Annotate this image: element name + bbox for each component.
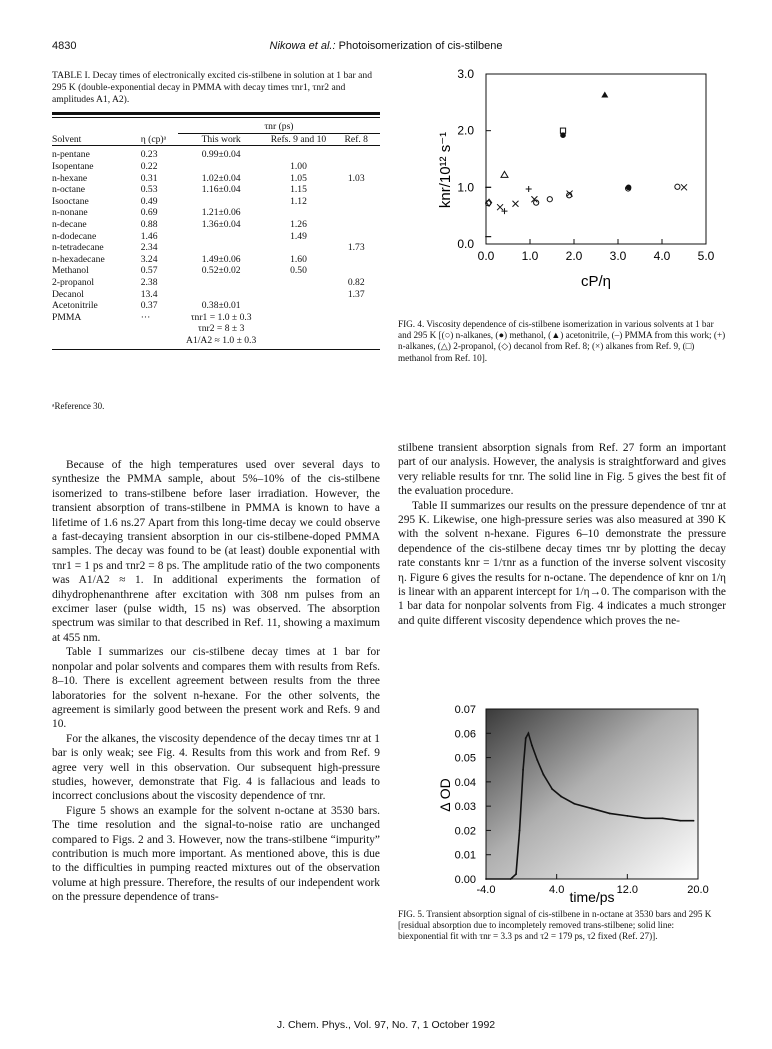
- table-cell: 0.31: [140, 172, 158, 184]
- table-cell: 1.15: [290, 184, 307, 196]
- fig4-ytick-label: 3.0: [457, 67, 474, 81]
- fig5-signal-point: [519, 830, 521, 832]
- table-col-header: Solvent: [52, 133, 82, 145]
- running-title: [0, 40, 772, 52]
- fig5-ytick-label: 0.01: [454, 849, 476, 862]
- fig4-ytick-label: 0.0: [457, 237, 474, 251]
- table-row: [52, 312, 380, 324]
- table-footnote: ᵃReference 30.: [52, 401, 105, 411]
- table-cell: 1.21±0.06: [201, 207, 241, 219]
- running-title-text: Photoisomerization of cis-stilbene: [338, 40, 503, 52]
- table-cell: [52, 323, 141, 335]
- table-cell: [333, 219, 380, 231]
- fig5-signal-point: [525, 737, 527, 739]
- table-cell: 13.4: [140, 288, 158, 300]
- table-cell: n-octane: [52, 184, 86, 196]
- table-cell: Isopentane: [52, 161, 94, 173]
- paragraph: stilbene transient absorption signals from Ref. 27 form an important part of our analysis. However, the analysis is straightforward and gives very reliable results for τnr. The solid line in Fig. 5 gives the best fit of the evaluation procedure.: [398, 442, 726, 498]
- table-cell: n-pentane: [52, 149, 90, 161]
- table-row: [52, 207, 380, 219]
- fig5-signal-point: [662, 817, 664, 819]
- table-cell: A1/A2 ≈ 1.0 ± 0.3: [186, 334, 257, 346]
- table-row: [52, 323, 380, 335]
- table-1: [52, 112, 380, 350]
- table-cell: [333, 161, 380, 173]
- table-cell: τnr2 = 8 ± 3: [197, 323, 245, 335]
- fig4-point-filled-circle: [626, 185, 632, 191]
- table-cell: 2-propanol: [52, 277, 95, 289]
- table-cell: [178, 277, 265, 289]
- paragraph: Table II summarizes our results on the pressure dependence of τnr at 295 K. Likewise, one high-pressure series was also measured at 390 K with the solvent n-hexane. Figures 6–10 demonstrate the pressure dependence of the cis-stilbene decay times τnr by plotting the decay rate constants knr = 1/τnr as a function of the inverse solvent viscosity η. Figure 6 gives the results for n-octane. The dependence of knr on 1/η is linear with an apparent intercept for 1/η→0. The comparison with the 1 bar data for nonpolar solvents from Fig. 4 indicates a much stronger and quite different viscosity dependence which proves the ne-: [398, 499, 726, 627]
- table-cell: [178, 161, 265, 173]
- fig5-xlabel: time/ps: [569, 889, 615, 905]
- fig4-point-open-triangle: [501, 171, 508, 177]
- table-cell: [333, 196, 380, 208]
- fig4-ytick-label: 2.0: [457, 123, 474, 138]
- fig4-xtick-label: 0.0: [477, 249, 495, 263]
- table-cell: 1.12: [290, 195, 307, 207]
- fig4-point-open-circle: [675, 184, 680, 189]
- table-cell: n-tetradecane: [52, 242, 104, 254]
- table-cell: n-hexadecane: [52, 253, 105, 265]
- table-row: [52, 196, 380, 208]
- table-cell: [264, 277, 332, 289]
- table-cell: 0.50: [290, 265, 307, 277]
- fig5-signal-point: [560, 796, 562, 798]
- table-row: [52, 146, 380, 161]
- table-cell: 2.34: [140, 242, 158, 254]
- table-col-header: This work: [201, 133, 241, 145]
- fig4-xtick-label: 3.0: [609, 249, 627, 263]
- fig5-signal-point: [510, 878, 512, 880]
- table-row: [52, 288, 380, 300]
- table-cell: [264, 288, 332, 300]
- paragraph: For the alkanes, the viscosity dependence of the decay times τnr at 1 bar is only weak; see Fig. 4. Results from this work and from Ref. 9 agree very well in this observation. Our subsequent high-pressure studies, however, demonstrate that Fig. 4 is fallacious and leads to incorrect conclusions about the viscosity dependence of τnr.: [52, 732, 380, 803]
- table-cell: [264, 207, 332, 219]
- table-cell: τnr1 = 1.0 ± 0.3: [190, 311, 252, 323]
- table-cell: 0.23: [140, 149, 158, 161]
- fig5-ytick-label: 0.03: [454, 801, 476, 814]
- table-cell: [333, 254, 380, 266]
- fig4-ylabel: knr/10¹² s⁻¹: [437, 131, 454, 209]
- table-row: [52, 265, 380, 277]
- fig4-xtick-label: 2.0: [565, 249, 583, 263]
- table-cell: [178, 242, 265, 254]
- fig4-point-cross: [497, 204, 503, 210]
- fig5-signal-point: [522, 769, 524, 771]
- table-cell: [333, 184, 380, 196]
- table-cell: [264, 242, 332, 254]
- table-cell: 0.57: [140, 265, 158, 277]
- fig4-point-cross: [512, 201, 518, 207]
- table-cell: [141, 335, 178, 347]
- paragraph: Figure 5 shows an example for the solvent n-octane at 3530 bars. The time resolution and the signal-to-noise ratio are unchanged compared to Figs. 2 and 3. However, now the trans-stilbene “impurity” contribution is much more important. As mentioned above, this is due to the difficulties in pumping reacted mixtures out of the observation volume at high pressure. Therefore, the results of our independent work on the pressure dependence of trans-: [52, 804, 380, 904]
- table-cell: [333, 146, 380, 161]
- table-cell: [264, 312, 332, 324]
- table-cell: 0.82: [347, 277, 365, 289]
- fig5-xtick-label: -4.0: [476, 884, 496, 896]
- running-title-authors: Nikowa et al.:: [269, 40, 336, 52]
- table-cell: 1.37: [347, 288, 365, 300]
- fig5-ytick-label: 0.04: [454, 776, 476, 789]
- fig4-point-filled-triangle: [601, 91, 608, 97]
- table-row: [52, 161, 380, 173]
- fig4-xtick-label: 5.0: [697, 249, 715, 263]
- fig4-plot-frame: [486, 74, 706, 244]
- fig4-point-open-circle: [547, 197, 552, 202]
- fig4-xtick-label: 4.0: [653, 249, 671, 263]
- table-cell: [333, 323, 380, 335]
- fig5-xtick-label: 12.0: [616, 884, 639, 896]
- table-cell: 1.05: [290, 172, 307, 184]
- table-cell: 1.00: [290, 161, 307, 173]
- fig4-xtick-label: 1.0: [521, 249, 539, 263]
- fig4-point-cross: [681, 184, 687, 190]
- table-row: [52, 230, 380, 242]
- table-caption: TABLE I. Decay times of electronically excited cis-stilbene in solution at 1 bar and 295 K (double-exponential decay in PMMA with decay times τnr1, τnr2 and amplitudes A1, A2).: [52, 70, 372, 105]
- table-cell: 0.53: [140, 184, 158, 196]
- fig4-ytick-label: 1.0: [457, 180, 474, 195]
- table-cell: [264, 335, 332, 347]
- table-cell: [178, 230, 265, 242]
- table-cell: 1.49±0.06: [201, 253, 241, 265]
- figure-5-caption: FIG. 5. Transient absorption signal of cis-stilbene in n-octane at 3530 bars and 295 K [residual absorption due to incompletely removed trans-stilbene; solid line: biexponential fit with τnr = 3.3 ps and τ2 = 179 ps, τ2 fixed (Ref. 27)].: [398, 909, 712, 942]
- fig5-ytick-label: 0.00: [454, 874, 476, 886]
- table-cell: 1.49: [290, 230, 307, 242]
- figure-4-chart: [398, 60, 728, 300]
- table-cell: [333, 312, 380, 324]
- table-row: [52, 335, 380, 347]
- table-cell: 0.88: [140, 219, 158, 231]
- paragraph: Table I summarizes our cis-stilbene decay times at 1 bar for nonpolar and polar solvents and compares them with results from Refs. 8–10. There is excellent agreement between results from the three laboratories for the solvent n-hexane. For the other solvents, the agreement is similarly good between the present work and Refs. 9 and 10.: [52, 646, 380, 731]
- table-cell: n-decane: [52, 219, 87, 231]
- fig5-ylabel: Δ OD: [437, 778, 453, 812]
- table-cell: [333, 207, 380, 219]
- table-cell: 0.37: [140, 300, 158, 312]
- fig5-ytick-label: 0.07: [454, 704, 476, 716]
- fig5-signal-point: [531, 745, 533, 747]
- right-column-text: [398, 441, 726, 628]
- page-number: 4830: [52, 40, 77, 52]
- table-cell: PMMA: [52, 311, 82, 323]
- fig5-signal-point: [679, 820, 681, 822]
- table-cell: 1.26: [290, 219, 307, 231]
- table-cell: 2.38: [140, 277, 158, 289]
- journal-footer: J. Chem. Phys., Vol. 97, No. 7, 1 October 1992: [276, 1019, 496, 1031]
- table-group-header: τnr (ps): [178, 118, 380, 133]
- table-cell: Acetonitrile: [52, 300, 98, 312]
- table-cell: [264, 146, 332, 161]
- table-col-header: Refs. 9 and 10: [270, 133, 327, 145]
- figure-5-chart: [398, 695, 728, 905]
- left-column-text: [52, 458, 380, 905]
- fig5-signal-point: [693, 820, 695, 822]
- table-row: [52, 300, 380, 312]
- table-cell: 0.69: [140, 207, 158, 219]
- table-cell: Isooctane: [52, 195, 89, 207]
- table-cell: 0.38±0.01: [201, 300, 241, 312]
- fig5-signal-point: [551, 788, 553, 790]
- fig4-xlabel: cP/η: [580, 273, 612, 290]
- fig5-xtick-label: 20.0: [687, 884, 709, 896]
- fig5-signal-point: [515, 873, 517, 875]
- table-cell: 0.49: [140, 195, 158, 207]
- table-cell: [333, 300, 380, 312]
- table-cell: [178, 288, 265, 300]
- fig4-point-plus: [526, 186, 532, 192]
- table-cell: 0.52±0.02: [201, 265, 241, 277]
- table-cell: 3.24: [140, 253, 158, 265]
- table-cell: 1.36±0.04: [201, 219, 241, 231]
- fig5-signal-point: [528, 732, 530, 734]
- table-cell: n-hexane: [52, 172, 88, 184]
- table-cell: 1.03: [347, 172, 365, 184]
- table-cell: 0.99±0.04: [201, 149, 241, 161]
- table-row: [52, 184, 380, 196]
- table-cell: [52, 335, 141, 347]
- figure-4-caption: FIG. 4. Viscosity dependence of cis-stilbene isomerization in various solvents at 1 bar and 295 K [(○) n-alkanes, (●) methanol, (▲) acetonitrile, (–) PMMA from this work; (+) n-alkanes, (△) 2-propanol, (◇) decanol from Ref. 8; (×) alkanes from Ref. 9, (□) methanol from Ref. 10].: [398, 319, 726, 363]
- fig5-signal-point: [609, 813, 611, 815]
- table-cell: [264, 323, 332, 335]
- table-cell: 1.16±0.04: [201, 184, 241, 196]
- fig5-signal-point: [644, 817, 646, 819]
- fig5-ytick-label: 0.06: [454, 728, 476, 741]
- table-col-header: Ref. 8: [344, 133, 368, 145]
- table-row: [52, 277, 380, 289]
- fig5-ytick-label: 0.02: [454, 825, 476, 838]
- table-cell: 1.02±0.04: [201, 172, 241, 184]
- table-cell: [333, 335, 380, 347]
- table-cell: [141, 323, 178, 335]
- table-cell: ···: [140, 311, 151, 323]
- table-cell: [333, 230, 380, 242]
- fig5-signal-point: [543, 774, 545, 776]
- table-row: [52, 242, 380, 254]
- paragraph: Because of the high temperatures used over several days to synthesize the PMMA sample, about 5%–10% of the cis-stilbene isomerized to trans-stilbene before laser irradiation. However, the transient absorption of trans-stilbene in PMMA is known to have a lifetime of 1.6 ns.27 Apart from this long-time decay we could observe a fast-decaying transient absorption in our cis-stilbene-doped PMMA samples. The decay was found to be (at least) double exponential with τnr1 = 1 ps and τnr2 = 8 ps. The amplitude ratio of the two components was A1/A2 ≈ 1. In additional experiments the formation of dihydrophenanthrene after excitation with 308 nm pulses from an excimer laser (pulse width, 15 ns) was observed. The absorption spectrum was similar to that described in Ref. 11, showing a maximum at 455 nm.: [52, 459, 380, 644]
- table-cell: 1.60: [290, 253, 307, 265]
- fig5-signal-point: [626, 815, 628, 817]
- table-cell: [178, 196, 265, 208]
- table-cell: Methanol: [52, 265, 89, 277]
- fig5-signal-point: [536, 759, 538, 761]
- fig5-xtick-label: 4.0: [549, 884, 565, 896]
- fig5-signal-point: [591, 808, 593, 810]
- table-row: [52, 172, 380, 184]
- table-cell: [333, 265, 380, 277]
- table-row: [52, 219, 380, 231]
- table-cell: 1.46: [140, 230, 158, 242]
- table-cell: 1.73: [347, 242, 365, 254]
- table-row: [52, 254, 380, 266]
- table-col-header: η (cp)ᵃ: [140, 133, 167, 145]
- table-cell: 0.22: [140, 161, 158, 173]
- table-cell: n-nonane: [52, 207, 88, 219]
- table-cell: n-dodecane: [52, 230, 97, 242]
- table-cell: Decanol: [52, 288, 84, 300]
- fig5-signal-point: [485, 878, 487, 880]
- table-cell: [264, 300, 332, 312]
- fig5-ytick-label: 0.05: [454, 752, 476, 765]
- fig5-signal-point: [573, 803, 575, 805]
